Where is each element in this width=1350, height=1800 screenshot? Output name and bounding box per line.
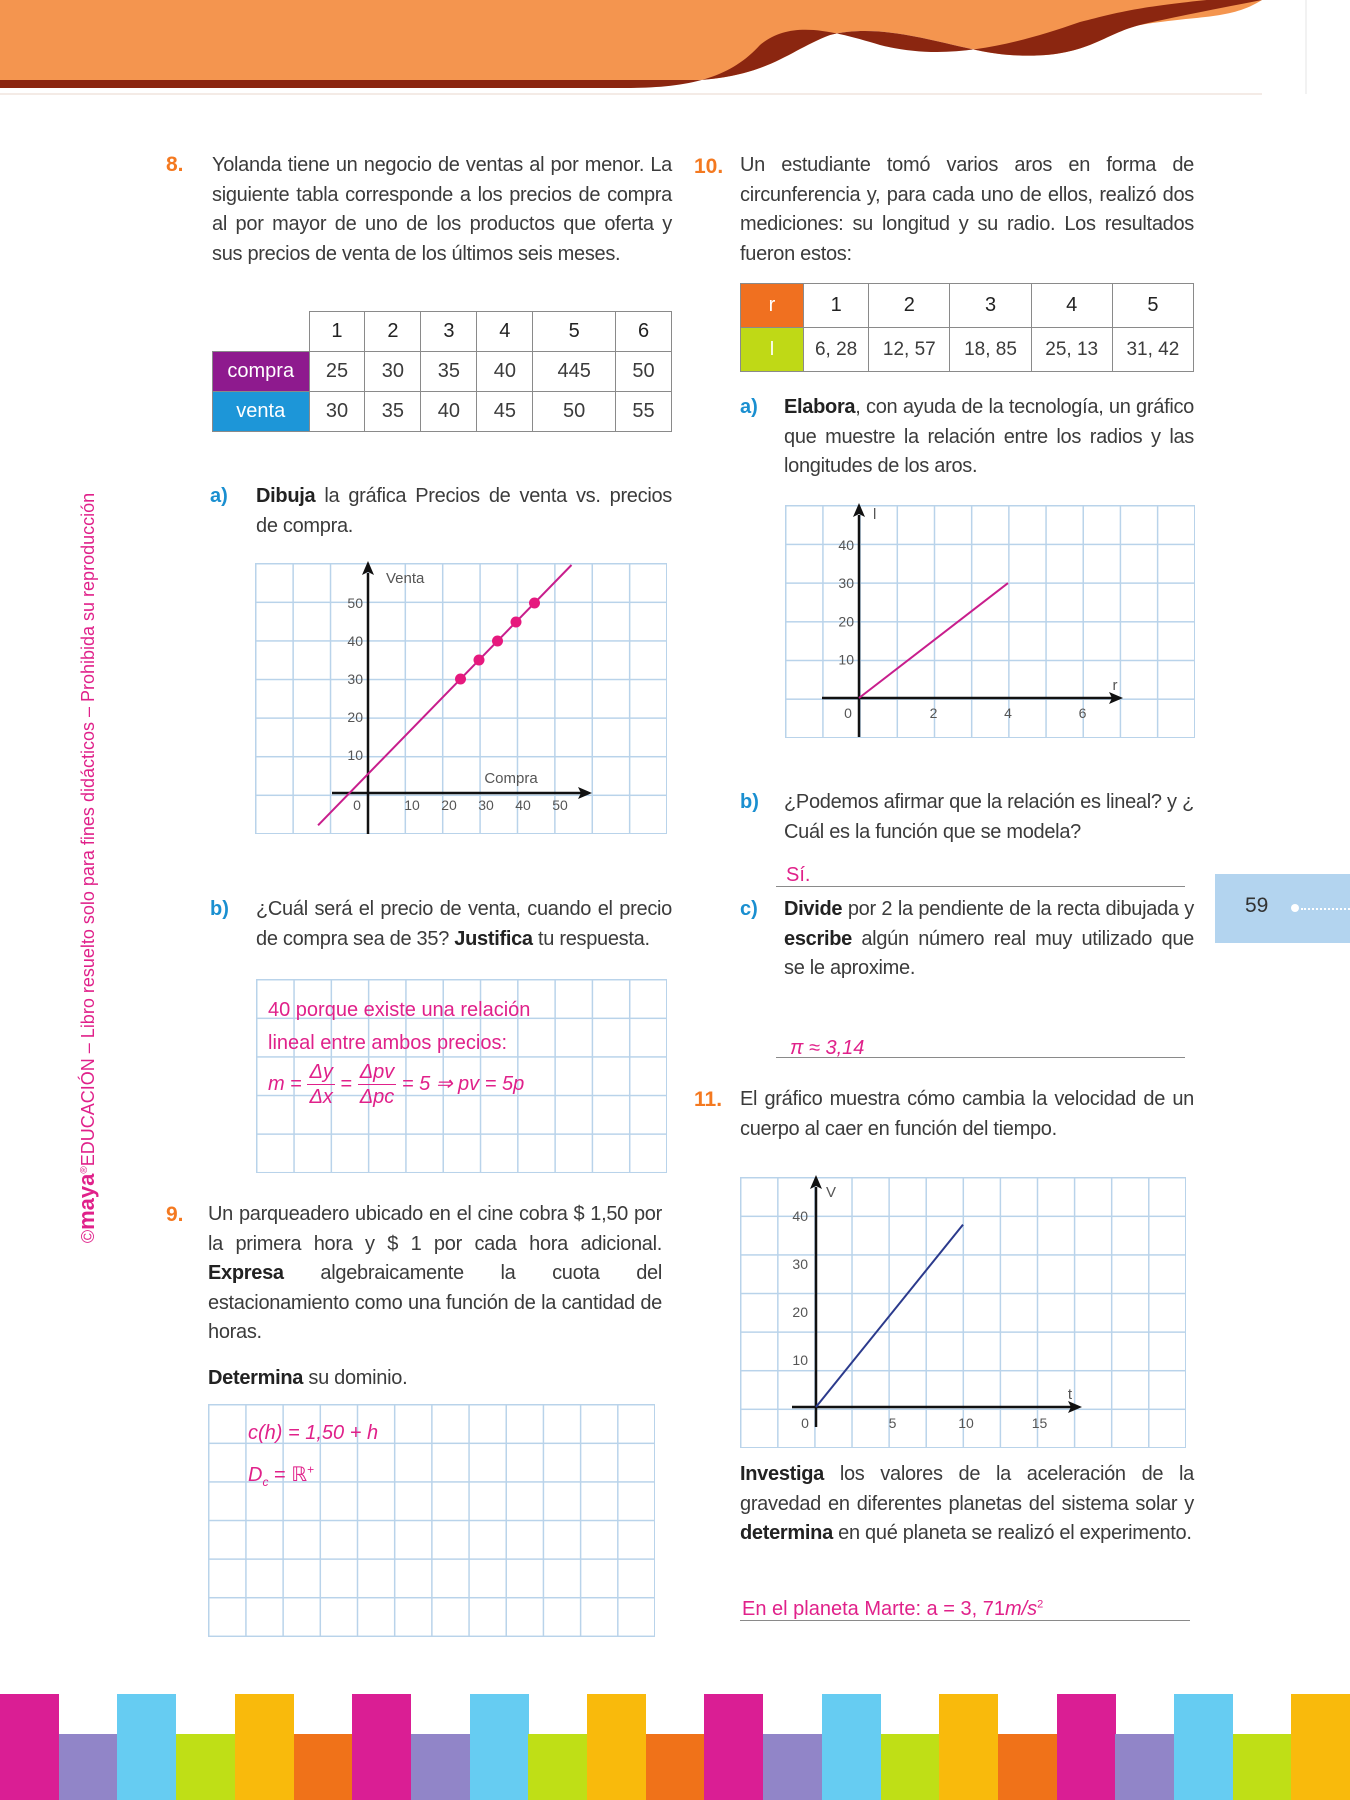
exercise-number-10: 10. (694, 155, 724, 178)
stripe (646, 1734, 705, 1800)
y-axis-label: V (826, 1184, 837, 1201)
stripe (411, 1734, 470, 1800)
table-cell: 35 (365, 392, 421, 432)
y-tick-label: 40 (792, 1208, 808, 1224)
exercise-9-text (208, 1200, 662, 1348)
row-label: venta (213, 392, 310, 432)
exercise-number-11: 11. (694, 1088, 723, 1111)
x-tick-label: 10 (958, 1415, 974, 1431)
fraction-dy-dx (307, 1060, 334, 1109)
x-tick-label: 10 (404, 797, 420, 813)
table-cell: 2 (869, 284, 950, 328)
brand-logo: maya (74, 1173, 99, 1230)
item-10b-text: ¿Podemos afirmar que la relación es lineal? y ¿ Cuál es la función que se modela? (784, 791, 1194, 843)
stripe (0, 1694, 59, 1800)
answer-8b-line2: lineal entre ambos precios: (268, 1032, 508, 1054)
item-text: por 2 la pendiente de la recta dibujada y (842, 898, 1194, 920)
x-tick-label: 15 (1031, 1415, 1048, 1431)
answer-9-domain (248, 1462, 314, 1489)
item-b-label: b) (740, 791, 759, 813)
exercise-number-9: 9. (166, 1203, 184, 1226)
answer-unit: m/s (1004, 1598, 1038, 1620)
answer-10c: π ≈ 3,14 (790, 1037, 865, 1059)
data-line (816, 1225, 963, 1407)
y-tick-label: 20 (838, 613, 854, 630)
empty-cell (213, 312, 310, 352)
data-point (529, 598, 540, 609)
item-8a-text (256, 482, 672, 541)
x-tick-label: 20 (441, 797, 457, 813)
numerator: Δpv (359, 1061, 395, 1083)
table-cell: 6, 28 (804, 328, 869, 372)
answer-text: En el planeta Marte: a = 3, 71 (742, 1598, 1005, 1620)
stripe (822, 1694, 881, 1800)
data-point (455, 674, 466, 685)
item-text: los valores de la aceleración de la gravedad en diferentes planetas del sistema solar y (740, 1463, 1194, 1515)
table-cell: 40 (477, 352, 533, 392)
y-tick-label: 30 (347, 671, 363, 687)
bold-verb: determina (740, 1522, 833, 1544)
bold-verb: Divide (784, 898, 843, 920)
data-point (474, 655, 485, 666)
purchase-sale-table (212, 311, 672, 432)
answer-11 (742, 1598, 1043, 1621)
exercise-11-task (740, 1460, 1194, 1549)
row-label: r (741, 284, 804, 328)
stripe (176, 1734, 235, 1800)
header-cell: 6 (616, 312, 672, 352)
item-c-label: c) (740, 898, 758, 920)
domain-subscript: c (262, 1475, 269, 1489)
stripe (763, 1734, 822, 1800)
header-banner (0, 0, 1350, 100)
item-10a-text (784, 393, 1194, 482)
copyright-text: EDUCACIÓN – Libro resuelto solo para fines didácticos – Prohibida su reproducción (78, 492, 98, 1167)
bold-verb: Determina (208, 1367, 304, 1389)
row-label: l (741, 328, 804, 372)
answer-8b-formula (268, 1060, 524, 1109)
item-text: algebraicamente la cuota del estacionamiento como una función de la cantidad de horas. (208, 1262, 662, 1343)
formula-result: = 5 ⇒ pv = 5p (401, 1072, 525, 1095)
stripe (235, 1694, 294, 1800)
item-10c-text (784, 895, 1194, 984)
answer-exponent: 2 (1037, 1598, 1044, 1611)
stripe (117, 1694, 176, 1800)
x-tick-label: 30 (478, 797, 494, 813)
item-a-label: a) (740, 396, 758, 418)
y-tick-label: 10 (347, 747, 363, 763)
data-point (492, 636, 503, 647)
stripe (1233, 1734, 1292, 1800)
y-tick-label: 20 (347, 709, 363, 725)
table-cell: 12, 57 (869, 328, 950, 372)
table-cell: 25, 13 (1031, 328, 1112, 372)
item-text: ¿Cuál será el precio de venta, cuando el precio de compra sea de 35? (256, 898, 672, 950)
answer-line (776, 1057, 1185, 1058)
answer-10b: Sí. (786, 864, 811, 886)
header-cell: 4 (477, 312, 533, 352)
stripe (1115, 1734, 1174, 1800)
table-cell: 18, 85 (950, 328, 1031, 372)
row-label: compra (213, 352, 310, 392)
stripe (587, 1694, 646, 1800)
bold-verb: escribe (784, 927, 852, 950)
answer-line (776, 886, 1185, 887)
y-tick-label: 20 (792, 1304, 808, 1320)
stripe (294, 1734, 353, 1800)
table-header-row (213, 312, 672, 352)
formula-equals: = (340, 1072, 353, 1095)
table-cell: 445 (533, 352, 616, 392)
item-text: , con ayuda de la tecnología, un gráfico que muestre la relación entre los radios y las longitudes de los aros. (784, 396, 1194, 477)
bold-verb: Expresa (208, 1262, 284, 1284)
table-cell: 30 (365, 352, 421, 392)
x-tick-label: 2 (929, 705, 938, 721)
x-tick-label: 40 (515, 797, 531, 813)
stripe (704, 1694, 763, 1800)
table-cell: 25 (309, 352, 365, 392)
registered-symbol: ® (79, 1166, 90, 1174)
x-axis-label: t (1067, 1386, 1073, 1403)
x-tick-label: 50 (552, 797, 568, 813)
page-number: 59 (1245, 894, 1269, 917)
y-tick-label: 30 (792, 1256, 808, 1272)
table-cell: 30 (309, 392, 365, 432)
stripe (1291, 1694, 1350, 1800)
exercise-number-8: 8. (166, 153, 184, 176)
stripe (470, 1694, 529, 1800)
stripe (939, 1694, 998, 1800)
page-number-tab (1215, 874, 1350, 943)
exercise-9-domain-text (208, 1364, 662, 1394)
decorative-stripes (0, 1690, 1350, 1800)
dot-icon (1291, 904, 1299, 912)
stripe (1174, 1694, 1233, 1800)
table-cell: 55 (616, 392, 672, 432)
table-row-r (741, 284, 1194, 328)
y-tick-label: 30 (838, 575, 854, 592)
table-cell: 31, 42 (1112, 328, 1193, 372)
y-tick-label: 10 (792, 1352, 808, 1368)
x-tick-label: 0 (353, 797, 361, 813)
copyright-notice (74, 488, 100, 1248)
item-text: algún número real muy utilizado que se le aproxime. (784, 927, 1194, 979)
y-tick-label: 10 (838, 651, 854, 668)
bold-verb: Justifica (454, 927, 533, 950)
table-row-venta (213, 392, 672, 432)
y-axis-label: l (873, 506, 877, 523)
table-cell: 50 (616, 352, 672, 392)
stripe (881, 1734, 940, 1800)
data-point (511, 617, 522, 628)
sale-vs-purchase-chart (255, 563, 667, 834)
data-line (859, 583, 1008, 698)
radius-length-chart (785, 505, 1195, 738)
x-tick-label: 0 (844, 705, 852, 721)
table-row-compra (213, 352, 672, 392)
velocity-time-chart (740, 1177, 1186, 1448)
table-cell: 1 (804, 284, 869, 328)
y-axis-arrow-icon (853, 503, 865, 517)
y-tick-label: 50 (347, 595, 363, 611)
bold-verb: Elabora (784, 396, 856, 418)
table-cell: 3 (950, 284, 1031, 328)
y-axis-label: Venta (386, 570, 425, 587)
x-tick-label: 5 (888, 1415, 897, 1431)
header-cell: 5 (533, 312, 616, 352)
denominator: Δx (309, 1086, 333, 1108)
denominator: Δpc (359, 1086, 395, 1108)
y-tick-label: 40 (838, 536, 854, 553)
exercise-8-text: Yolanda tiene un negocio de ventas al por menor. La siguiente tabla corresponde a los precios de compra al por mayor de uno de los productos que oferta y sus precios de venta de los últimos seis meses. (212, 154, 672, 265)
formula-equals: = (290, 1072, 302, 1095)
y-axis-arrow-icon (810, 1175, 822, 1189)
item-8b-text (256, 895, 672, 954)
answer-9-function: c(h) = 1,50 + h (248, 1422, 379, 1444)
exercise-10-text: Un estudiante tomó varios aros en forma de circunferencia y, para cada uno de ellos, realizó dos mediciones: su longitud y su radio. Los resultados fueron estos: (740, 154, 1194, 265)
dotted-line (1301, 908, 1350, 910)
item-text: su dominio. (303, 1367, 408, 1389)
item-text: la gráfica Precios de venta vs. precios de compra. (256, 485, 672, 537)
answer-line (740, 1620, 1190, 1621)
table-row-l (741, 328, 1194, 372)
x-axis-label: Compra (484, 770, 538, 787)
header-cell: 2 (365, 312, 421, 352)
fraction-dpv-dpc (358, 1060, 397, 1109)
numerator: Δy (309, 1061, 333, 1083)
table-cell: 50 (533, 392, 616, 432)
item-b-label: b) (210, 898, 229, 920)
radius-length-table (740, 283, 1194, 372)
stripe (59, 1734, 118, 1800)
y-tick-label: 40 (347, 633, 363, 649)
header-cell: 3 (421, 312, 477, 352)
table-cell: 5 (1112, 284, 1193, 328)
x-tick-label: 6 (1078, 705, 1087, 721)
item-a-label: a) (210, 485, 228, 507)
item-text: en qué planeta se realizó el experimento. (832, 1522, 1192, 1544)
domain-value: = ℝ (268, 1464, 308, 1486)
answer-8b-line1: 40 porque existe una relación (268, 999, 531, 1021)
bold-verb: Dibuja (256, 485, 316, 507)
stripe (1057, 1694, 1116, 1800)
header-cell: 1 (309, 312, 365, 352)
x-axis-label: r (1112, 677, 1118, 694)
domain-superscript: + (307, 1462, 315, 1477)
stripe (352, 1694, 411, 1800)
x-tick-label: 4 (1004, 705, 1012, 721)
table-cell: 4 (1031, 284, 1112, 328)
exercise-11-text: El gráfico muestra cómo cambia la velocidad de un cuerpo al caer en función del tiempo. (740, 1088, 1194, 1140)
item-text: Un parqueadero ubicado en el cine cobra $ 1,50 por la primera hora y $ 1 por cada hora adicional. (208, 1203, 662, 1255)
table-cell: 40 (421, 392, 477, 432)
item-text: tu respuesta. (532, 927, 650, 950)
bold-verb: Investiga (740, 1463, 824, 1485)
x-tick-label: 0 (801, 1415, 809, 1431)
y-axis-arrow-icon (362, 561, 374, 575)
formula-m: m (268, 1072, 285, 1095)
copyright-symbol: © (78, 1229, 98, 1244)
domain-symbol: D (248, 1464, 263, 1486)
stripe (998, 1734, 1057, 1800)
table-cell: 35 (421, 352, 477, 392)
stripe (528, 1734, 587, 1800)
table-cell: 45 (477, 392, 533, 432)
